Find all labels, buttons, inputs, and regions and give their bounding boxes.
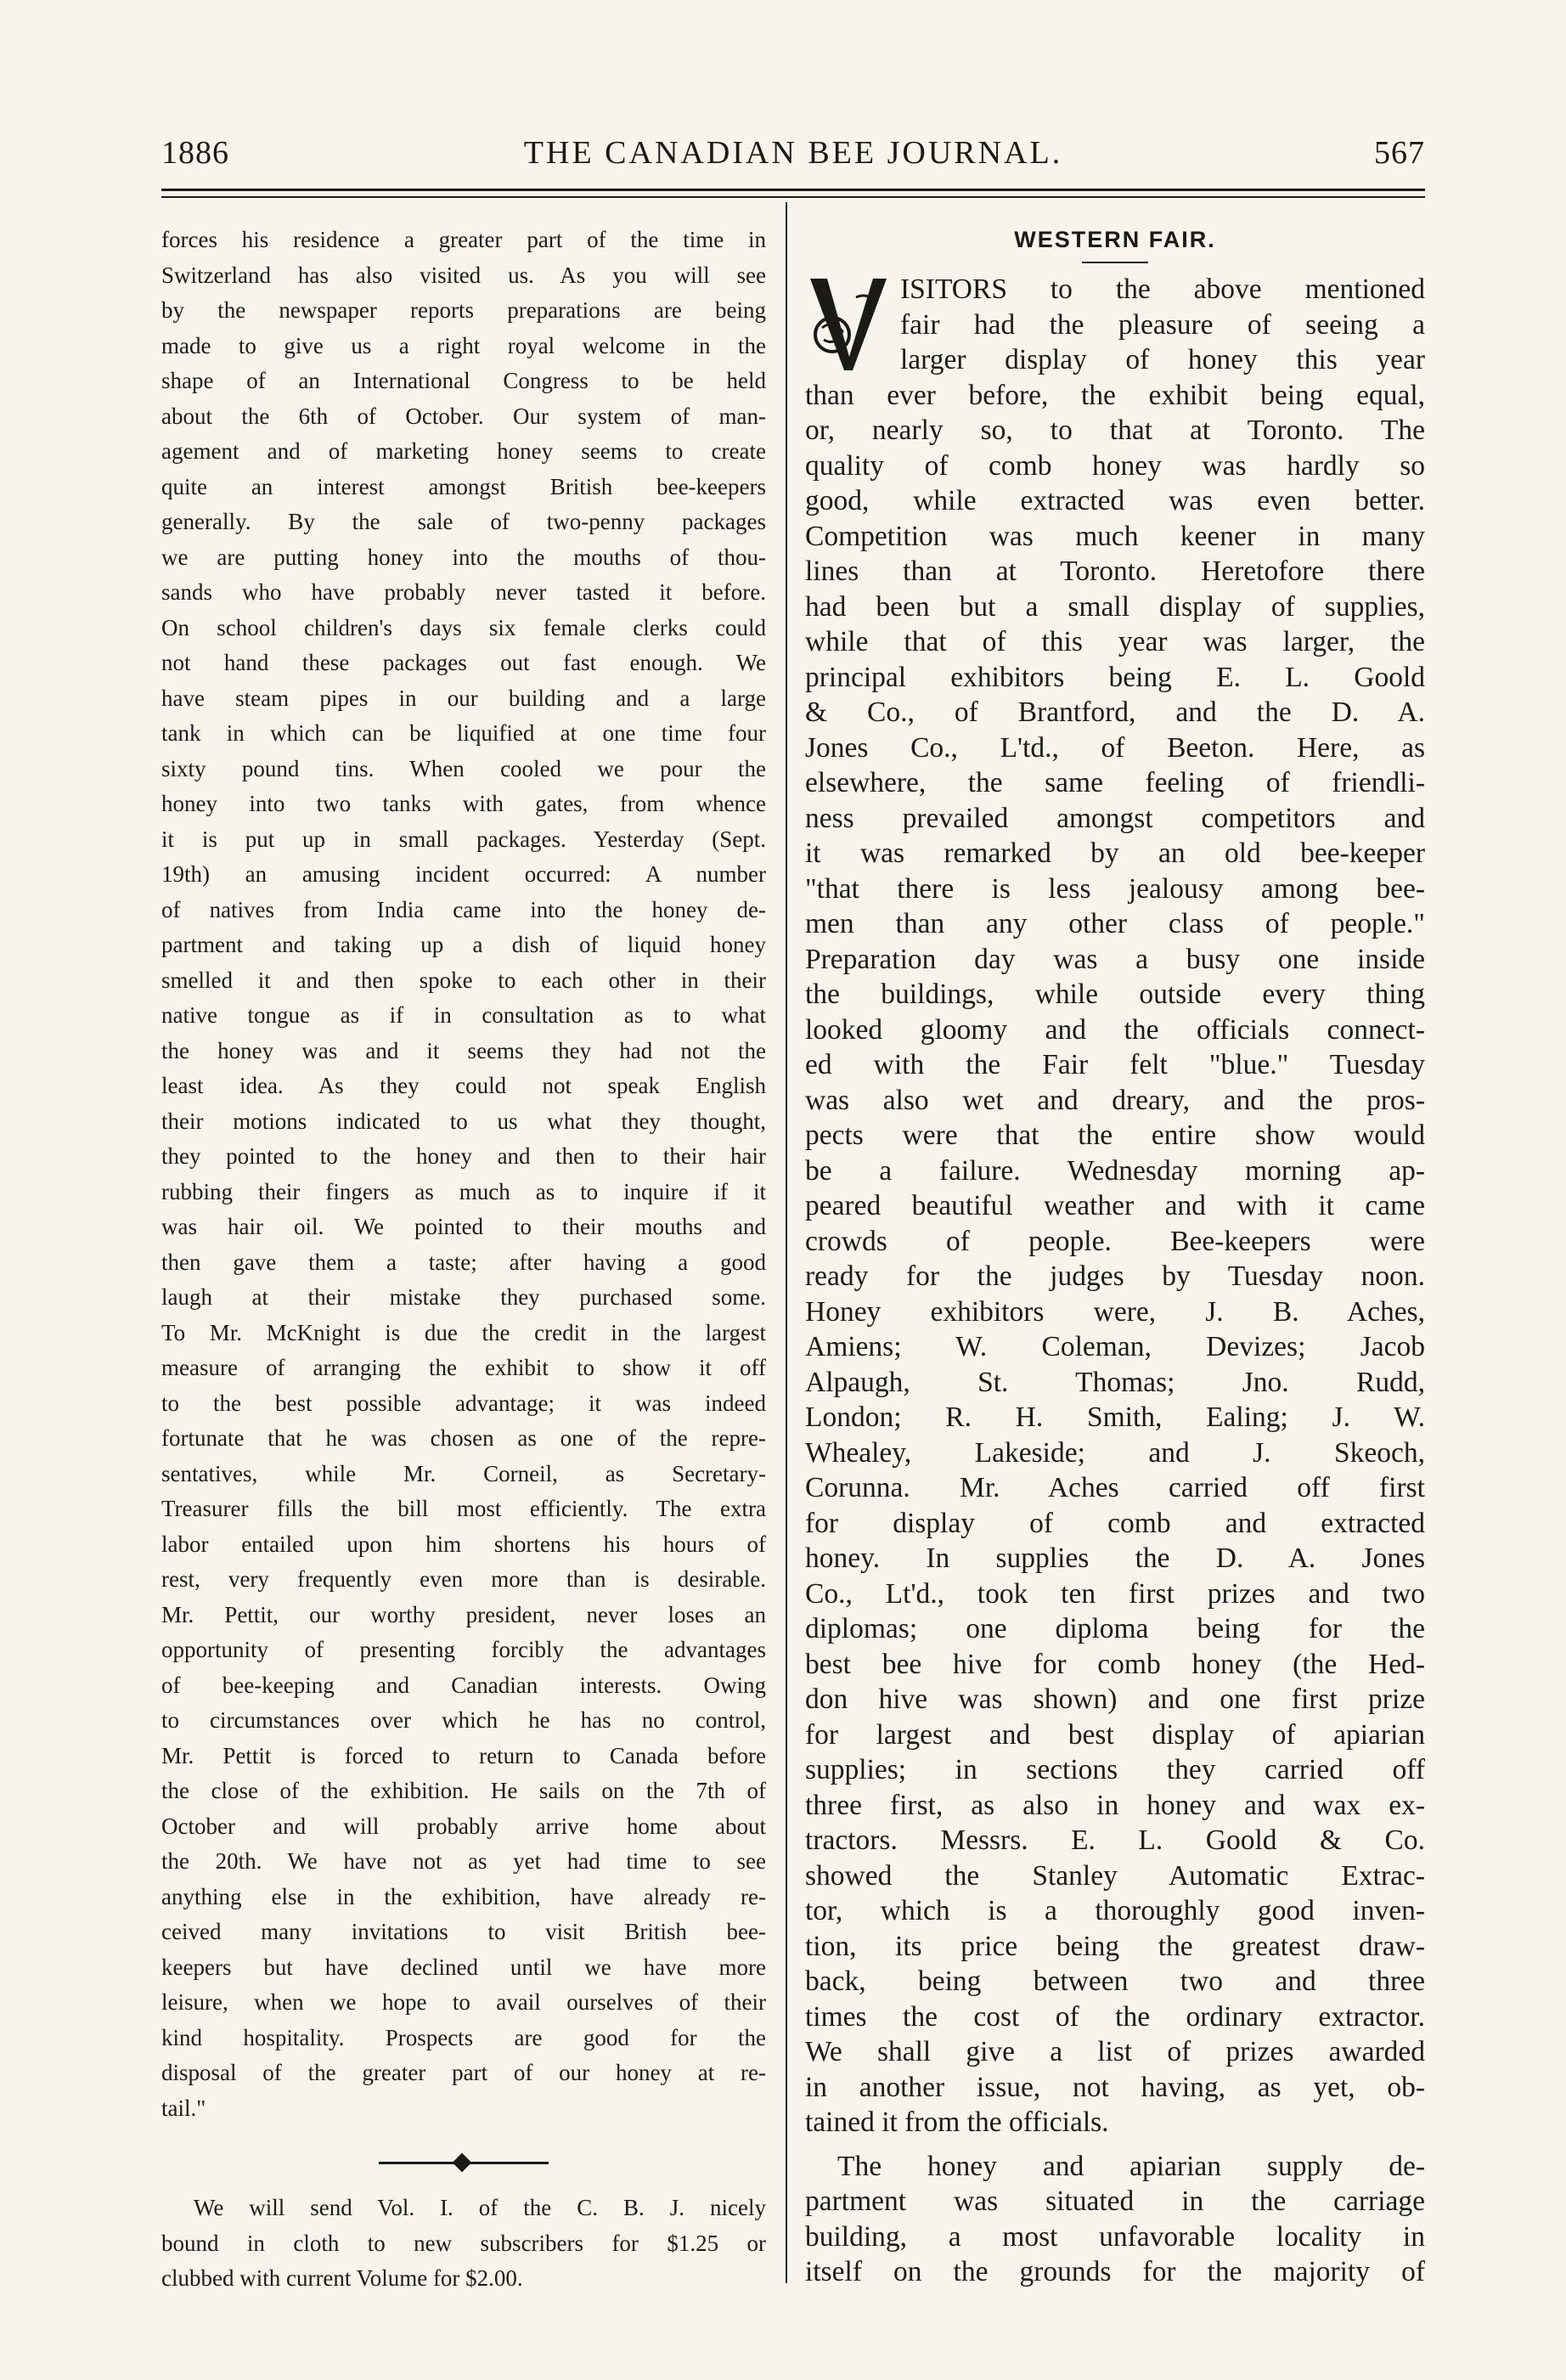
article-line: times the cost of the ordinary extractor. — [805, 2000, 1425, 2033]
article-line: don hive was shown) and one first prize — [805, 1683, 1425, 1715]
article-line: in another issue, not having, as yet, ob- — [805, 2071, 1425, 2103]
drop-cap-line: ISITORS to the above mentioned — [900, 274, 1425, 305]
article-line: it was remarked by an old bee-keeper — [805, 838, 1425, 869]
article-line: kind hospitality. Prospects are good for the — [161, 2024, 766, 2050]
article-line: than ever before, the exhibit being equal, — [805, 379, 1425, 411]
article-line: Treasurer fills the bill most efficiently. The extra — [161, 1496, 766, 1521]
western-fair-text — [805, 378, 1425, 2140]
article-line: labor entailed upon him shortens his hours of — [161, 1531, 766, 1557]
article-line: generally. By the sale of two-penny packages — [161, 509, 766, 534]
article-line: tion, its price being the greatest draw- — [805, 1930, 1425, 1962]
article-line: fortunate that he was chosen as one of the repre- — [161, 1425, 766, 1451]
article-line: tor, which is a thoroughly good inven- — [805, 1895, 1425, 1926]
page-number: 567 — [1374, 135, 1425, 171]
article-line: peared beautiful weather and with it came — [805, 1190, 1425, 1221]
article-line: have steam pipes in our building and a large — [161, 685, 766, 711]
header-year: 1886 — [161, 135, 229, 171]
article-line: tail." — [161, 2095, 206, 2121]
article-line: Jones Co., L'td., of Beeton. Here, as — [805, 731, 1425, 764]
article-line: then gave them a taste; after having a good — [161, 1249, 766, 1275]
header-rule-thick — [161, 189, 1425, 191]
article-line: leisure, when we hope to avail ourselves of their — [161, 1989, 766, 2015]
article-line: native tongue as if in consultation as to what — [161, 1002, 766, 1028]
article-line: to the best possible advantage; it was indeed — [161, 1390, 766, 1416]
article-line: of bee-keeping and Canadian interests. Owing — [161, 1672, 766, 1698]
page-header — [161, 127, 1425, 178]
article-line: the honey was and it seems they had not the — [161, 1037, 766, 1063]
article-line: To Mr. McKnight is due the credit in the largest — [161, 1319, 766, 1345]
article-line: rubbing their fingers as much as to inquire if it — [161, 1178, 766, 1204]
notice-line: bound in cloth to new subscribers for $1.25 or — [161, 2230, 766, 2256]
article-line: by the newspaper reports preparations are being — [161, 297, 766, 323]
article-line: quite an interest amongst British bee-keepers — [161, 473, 766, 499]
article-line: Amiens; W. Coleman, Devizes; Jacob — [805, 1331, 1425, 1362]
article-line: & Co., of Brantford, and the D. A. — [805, 697, 1425, 728]
article-line: Competition was much keener in many — [805, 520, 1425, 552]
drop-cap-lines — [805, 272, 1425, 378]
article-line: showed the Stanley Automatic Extrac- — [805, 1859, 1425, 1892]
article-line: Co., Lt'd., took ten first prizes and two — [805, 1577, 1425, 1610]
article-line: Mr. Pettit is forced to return to Canada before — [161, 1742, 766, 1768]
article-line: the 20th. We have not as yet had time to see — [161, 1848, 766, 1874]
article-line: good, while extracted was even better. — [805, 485, 1425, 516]
article-line: sentatives, while Mr. Corneil, as Secretary- — [161, 1460, 766, 1486]
article-line: for display of comb and extracted — [805, 1507, 1425, 1539]
article-line: measure of arranging the exhibit to show it off — [161, 1355, 766, 1380]
article-line: agement and of marketing honey seems to create — [161, 438, 766, 464]
article-line: supplies; in sections they carried off — [805, 1754, 1425, 1785]
article-line: it is put up in small packages. Yesterday (Sept. — [161, 826, 766, 852]
article-line: smelled it and then spoke to each other in their — [161, 967, 766, 993]
article-line: disposal of the greater part of our honey at re- — [161, 2060, 766, 2085]
section-divider-ornament — [161, 2145, 766, 2179]
article-line: keepers but have declined until we have more — [161, 1954, 766, 1980]
right-column — [805, 223, 1425, 2290]
article-line: we are putting honey into the mouths of thou- — [161, 544, 766, 570]
section-title: WESTERN FAIR. — [1014, 227, 1216, 252]
drop-cap-paragraph — [805, 272, 1425, 378]
article-line: made to give us a right royal welcome in the — [161, 332, 766, 358]
article-line: principal exhibitors being E. L. Goold — [805, 661, 1425, 693]
article-line: they pointed to the honey and then to their hair — [161, 1143, 766, 1169]
article-line: laugh at their mistake they purchased some. — [161, 1284, 766, 1310]
article-line: of natives from India came into the honey de- — [161, 896, 766, 922]
article-line: back, being between two and three — [805, 1965, 1425, 1997]
article-line: Alpaugh, St. Thomas; Jno. Rudd, — [805, 1366, 1425, 1398]
journal-title: THE CANADIAN BEE JOURNAL. — [523, 135, 1063, 171]
article-line: Corunna. Mr. Aches carried off first — [805, 1472, 1425, 1503]
article-line: building, a most unfavorable locality in — [805, 2220, 1425, 2253]
article-line: best bee hive for comb honey (the Hed- — [805, 1648, 1425, 1680]
article-line: opportunity of presenting forcibly the advantages — [161, 1637, 766, 1662]
article-line: partment and taking up a dish of liquid honey — [161, 932, 766, 957]
article-line: about the 6th of October. Our system of man- — [161, 403, 766, 429]
left-article-text — [161, 223, 766, 2126]
article-line: ceived many invitations to visit British bee- — [161, 1919, 766, 1944]
drop-cap-line: larger display of honey this year — [900, 344, 1425, 375]
article-line: partment was situated in the carriage — [805, 2185, 1425, 2217]
article-line: honey into two tanks with gates, from whence — [161, 791, 766, 816]
article-line: ness prevailed amongst competitors and — [805, 802, 1425, 834]
article-line: October and will probably arrive home about — [161, 1813, 766, 1839]
article-line: diplomas; one diploma being for the — [805, 1613, 1425, 1644]
drop-cap-ornament — [805, 272, 888, 374]
article-line: itself on the grounds for the majority of — [805, 2256, 1425, 2287]
article-line: The honey and apiarian supply de- — [837, 2150, 1425, 2182]
article-line: Whealey, Lakeside; and J. Skeoch, — [805, 1436, 1425, 1469]
article-line: ed with the Fair felt "blue." Tuesday — [805, 1049, 1425, 1080]
article-line: three first, as also in honey and wax ex- — [805, 1789, 1425, 1821]
article-line: men than any other class of people." — [805, 908, 1425, 939]
article-line: elsewhere, the same feeling of friendli- — [805, 767, 1425, 798]
notice-line: clubbed with current Volume for $2.00. — [161, 2265, 523, 2291]
article-line: tank in which can be liquified at one time four — [161, 720, 766, 746]
header-rule-thin — [161, 196, 1425, 198]
supply-department-text — [805, 2149, 1425, 2290]
article-line: be a failure. Wednesday morning ap- — [805, 1154, 1425, 1187]
article-line: Mr. Pettit, our worthy president, never loses an — [161, 1601, 766, 1627]
article-line: had been but a small display of supplies, — [805, 590, 1425, 623]
article-line: crowds of people. Bee-keepers were — [805, 1225, 1425, 1257]
notice-line: We will send Vol. I. of the C. B. J. nicely — [194, 2195, 766, 2220]
article-line: to circumstances over which he has no control, — [161, 1707, 766, 1733]
drop-cap-line: fair had the pleasure of seeing a — [900, 308, 1425, 341]
article-line: lines than at Toronto. Heretofore there — [805, 556, 1425, 587]
article-line: tained it from the officials. — [805, 2106, 1109, 2138]
article-line: was also wet and dreary, and the pros- — [805, 1084, 1425, 1116]
article-line: anything else in the exhibition, have already re- — [161, 1883, 766, 1909]
article-line: We shall give a list of prizes awarded — [805, 2036, 1425, 2067]
article-line: Preparation day was a busy one inside — [805, 943, 1425, 975]
article-line: while that of this year was larger, the — [805, 626, 1425, 657]
article-line: forces his residence a greater part of the time in — [161, 227, 766, 252]
article-line: the close of the exhibition. He sails on the 7th of — [161, 1778, 766, 1803]
subscription-notice — [161, 2191, 766, 2297]
article-line: tractors. Messrs. E. L. Goold & Co. — [805, 1824, 1425, 1856]
title-rule — [1082, 262, 1148, 263]
article-line: Switzerland has also visited us. As you will see — [161, 262, 766, 288]
article-line: was hair oil. We pointed to their mouths and — [161, 1214, 766, 1239]
column-divider — [786, 202, 787, 2283]
article-line: least idea. As they could not speak English — [161, 1073, 766, 1098]
article-line: pects were that the entire show would — [805, 1120, 1425, 1151]
article-line: On school children's days six female clerks could — [161, 614, 766, 640]
article-line: 19th) an amusing incident occurred: A number — [161, 861, 766, 887]
article-line: quality of comb honey was hardly so — [805, 449, 1425, 482]
left-column — [161, 223, 766, 2297]
article-line: not hand these packages out fast enough. We — [161, 650, 766, 675]
article-line: for largest and best display of apiarian — [805, 1718, 1425, 1751]
article-line: or, nearly so, to that at Toronto. The — [805, 415, 1425, 446]
article-line: shape of an International Congress to be held — [161, 368, 766, 393]
article-line: sands who have probably never tasted it before. — [161, 579, 766, 605]
article-line: sixty pound tins. When cooled we pour the — [161, 755, 766, 781]
article-line: London; R. H. Smith, Ealing; J. W. — [805, 1401, 1425, 1433]
article-line: their motions indicated to us what they thought, — [161, 1108, 766, 1134]
article-line: Honey exhibitors were, J. B. Aches, — [805, 1295, 1425, 1328]
article-line: "that there is less jealousy among bee- — [805, 872, 1425, 905]
article-line: rest, very frequently even more than is desirable. — [161, 1566, 766, 1592]
article-line: the buildings, while outside every thing — [805, 979, 1425, 1010]
article-line: looked gloomy and the officials connect- — [805, 1013, 1425, 1046]
article-line: ready for the judges by Tuesday noon. — [805, 1260, 1425, 1292]
article-line: honey. In supplies the D. A. Jones — [805, 1542, 1425, 1574]
